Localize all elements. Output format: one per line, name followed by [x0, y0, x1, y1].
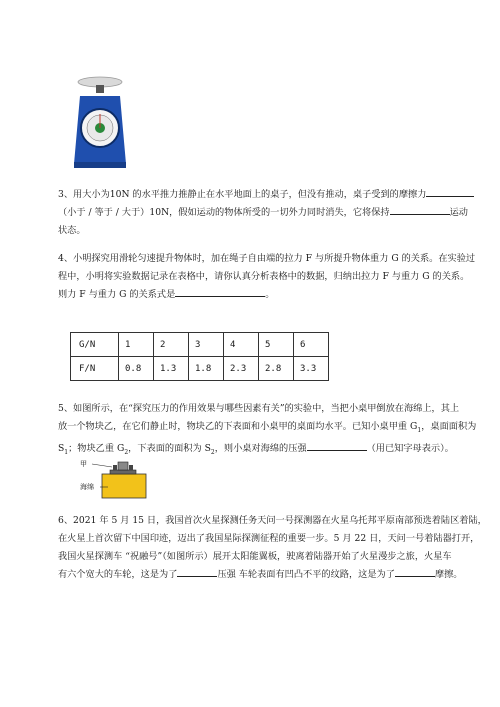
- q6-line2: 在火星上首次留下中国印迹，迈出了我国星际探测征程的重要一步。5 月 22 日，天问一号着陆器打开，: [58, 533, 480, 544]
- q3-line2a: （小于 / 等于 / 大于）10N，假如运动的物体所受的一切外力同时消失，它将保持: [58, 207, 390, 218]
- q5-sub-s1: 1: [64, 448, 69, 456]
- q5-line3b: ；物块乙重 G: [68, 442, 125, 454]
- q4-line1: 4、小明探究用滑轮匀速提升物体时，加在绳子自由端的拉力 F 与所提升物体重力 G 的关系。在实验过: [58, 253, 476, 264]
- q5-line3c: ，下表面的面积为 S: [128, 442, 211, 454]
- q3-blank-1[interactable]: [426, 187, 474, 197]
- table-row: [71, 333, 329, 357]
- table-cell: 1: [119, 333, 154, 357]
- q3-line1: 3、用大小为10N 的水平推力推静止在水平地面上的桌子，但没有推动，桌子受到的摩擦力: [58, 189, 427, 200]
- q6-line1: 6、2021 年 5 月 15 日，我国首次火星探测任务天问一号探测器在火星乌托邦平原南部预选着陆区着陆，: [58, 515, 487, 526]
- q5-line1: 5、如图所示，在“探究压力的作用效果与哪些因素有关”的实验中，当把小桌甲倒放在海绵上，其上: [58, 403, 460, 414]
- table-cell: 2.3: [224, 357, 259, 381]
- table-row: [71, 357, 329, 381]
- q5-line3e: （用已知字母表示）。: [366, 442, 454, 454]
- q4-line3a: 则力 F 与重力 G 的关系式是: [58, 289, 176, 300]
- q6-line3: 我国火星探测车 “祝融号”（如图所示）展开太阳能翼板，驶离着陆器开始了火星漫步之旅，火星车: [58, 551, 452, 562]
- q6-line4a: 有六个宽大的车轮，这是为了: [58, 569, 178, 580]
- table-cell: 2.8: [259, 357, 294, 381]
- table-cell: 5: [259, 333, 294, 357]
- sponge-figure-label-left: 海绵: [80, 483, 94, 491]
- q6-line4b: 压强 车轮表面有凹凸不平的纹路，这是为了: [217, 569, 395, 580]
- spring-scale-figure: [70, 72, 130, 170]
- q4-blank[interactable]: [175, 287, 265, 297]
- table-cell: 6: [294, 333, 329, 357]
- q5-line2a: 放一个物块乙，在它们静止时，物块乙的下表面和小桌甲的桌面均水平。已知小桌甲重 G: [58, 421, 418, 432]
- q5-sub-g2: 2: [124, 448, 129, 456]
- force-weight-table: [70, 332, 329, 381]
- question-3: [58, 186, 468, 240]
- q5-sub-g1: 1: [417, 426, 422, 434]
- question-5: [58, 400, 477, 462]
- q3-line3: 状态。: [58, 225, 86, 236]
- table-cell: G/N: [71, 333, 119, 357]
- table-cell: 1.3: [154, 357, 189, 381]
- table-cell: 3: [189, 333, 224, 357]
- q5-line3d: ，则小桌对海绵的压强: [214, 442, 307, 454]
- q6-blank-1[interactable]: [177, 567, 217, 577]
- table-cell: 1.8: [189, 357, 224, 381]
- question-4: [58, 250, 476, 304]
- question-6: [58, 512, 487, 584]
- q4-line2: 程中，小明将实验数据记录在表格中，请你认真分析表格中的数据，归纳出拉力 F 与重力 G 的关系。: [58, 271, 470, 282]
- table-cell: 4: [224, 333, 259, 357]
- sponge-table-figure: [80, 458, 148, 500]
- q5-line3a: S: [58, 442, 65, 454]
- table-cell: 3.3: [294, 357, 329, 381]
- table-cell: 0.8: [119, 357, 154, 381]
- q6-line4c: 摩擦。: [434, 569, 463, 580]
- q5-sub-s2: 2: [210, 448, 215, 456]
- q3-blank-2[interactable]: [390, 205, 450, 215]
- table-cell: F/N: [71, 357, 119, 381]
- q5-line2b: ，桌面面积为: [421, 421, 477, 432]
- q3-line2b: 运动: [449, 207, 468, 218]
- q5-blank[interactable]: [307, 441, 367, 451]
- q4-line3b: 。: [265, 289, 275, 300]
- table-cell: 2: [154, 333, 189, 357]
- q6-blank-2[interactable]: [395, 567, 435, 577]
- sponge-figure-label-top: 甲: [80, 460, 87, 468]
